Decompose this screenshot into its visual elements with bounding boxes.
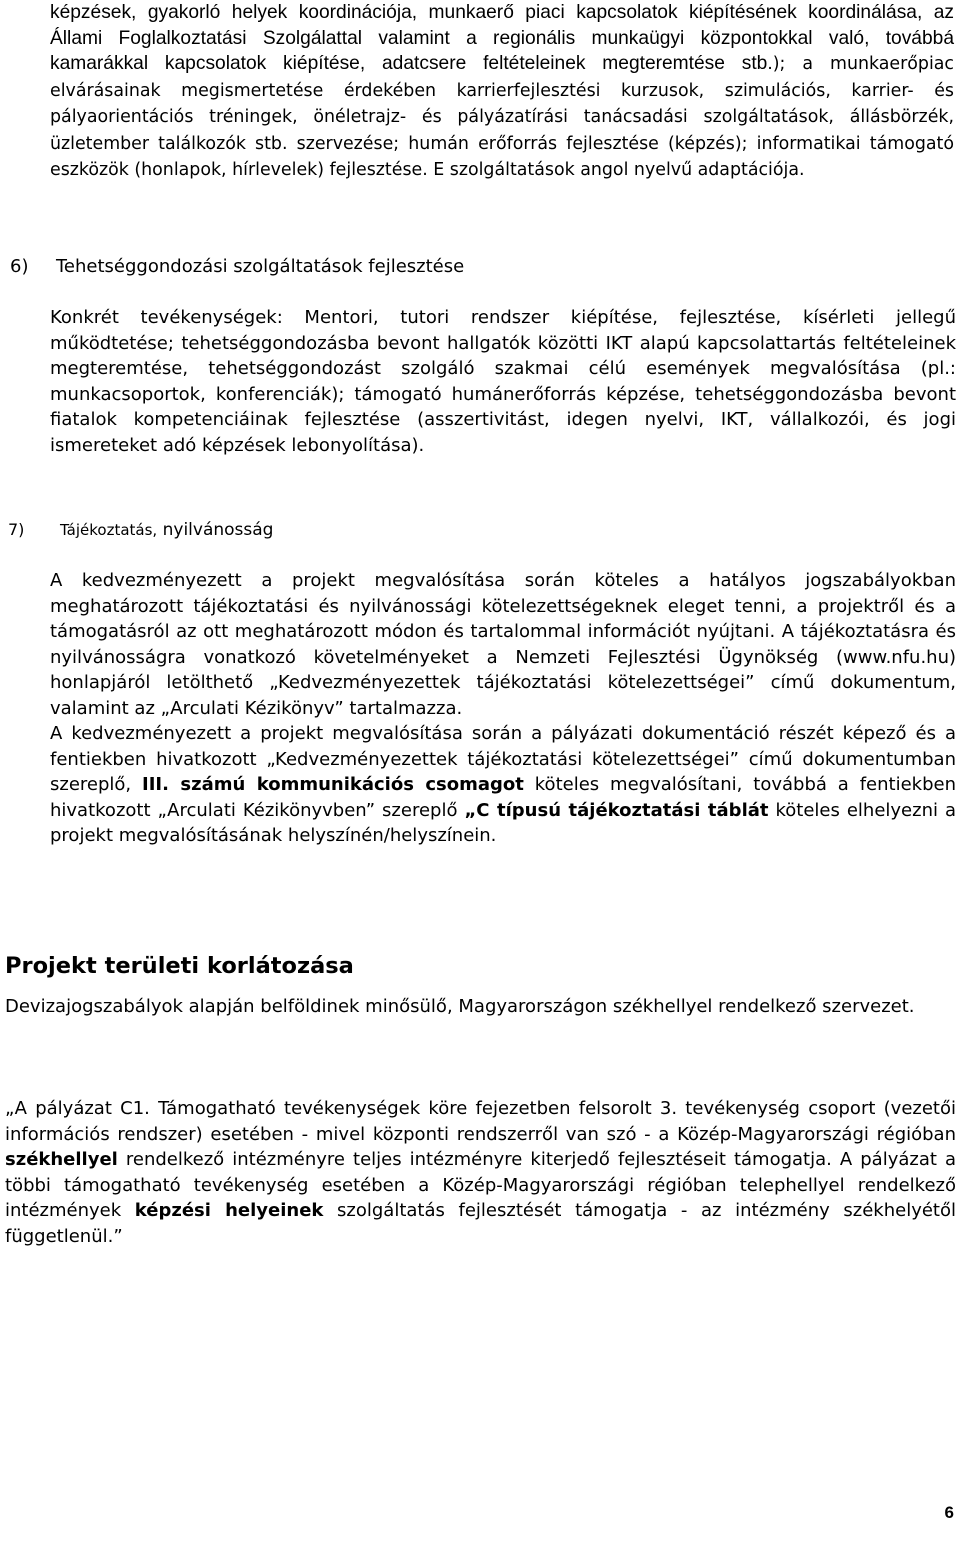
paragraph-career-services-part-a: képzések, gyakorló helyek koordinációja, munkaerő piaci kapcsolatok kiépítésének koordinálása, az Állami Foglalkoztatási Szolgálattal valamint a regionális munkaügyi központokkal való, továbbá kamarákkal kapcsolatok kiépítése, adatcsere feltételeinek megteremtése stb. — [50, 2, 954, 74]
section-6-heading — [10, 256, 464, 277]
section-7-p2-text-c: köteles elhelyezni a projekt megvalósításának helyszínén/helyszínein. — [50, 799, 957, 846]
section-7-heading — [8, 520, 273, 540]
section-7-p2-text-b: köteles megvalósítani, továbbá a fentiekben hivatkozott „Arculati Kézikönyvben” szereplő — [50, 774, 956, 821]
quote-bold-seat: székhellyel — [5, 1149, 118, 1170]
quote-text-c: szolgáltatás fejlesztését támogatja - az intézmény székhelyétől függetlenül.” — [5, 1200, 956, 1247]
section-6-number: 6) — [10, 256, 29, 277]
territorial-restriction-quote — [5, 1096, 956, 1249]
territorial-restriction-body: Devizajogszabályok alapján belföldinek minősülő, Magyarországon székhellyel rendelkező szervezet. — [5, 996, 915, 1017]
section-7-paragraph-1: A kedvezményezett a projekt megvalósítása során köteles a hatályos jogszabályokban meghatározott tájékoztatási és nyilvánossági kötelezettségeknek eleget tenni, a projektről és a támogatásról az ott meghatározott módon és tartalommal információt nyújtani. A tájékoztatásra és nyilvánosságra vonatkozó követelményeket a Nemzeti Fejlesztési Ügynökség (www.nfu.hu) honlapjáról letölthető „Kedvezményezettek tájékoztatási kötelezettségei” című dokumentum, valamint az „Arculati Kézikönyv” tartalmazza. — [50, 570, 956, 719]
section-6-body: Konkrét tevékenységek: Mentori, tutori rendszer kiépítése, fejlesztése, kísérleti jellegű működtetése; tehetséggondozásba bevont hallgatók közötti IKT alapú kapcsolattartás feltételeinek megteremtése, tehetséggondozást szolgáló szakmai célú események megvalósítása (pl.: munkacsoportok, konferenciák); támogató humánerőforrás képzése, tehetséggondozásba bevont fiatalok kompetenciáinak fejlesztése (asszertivitást, idegen nyelvi, IKT, vállalkozói, és jogi ismereteket adó képzések lebonyolítása). — [50, 307, 956, 456]
paragraph-career-services — [50, 0, 954, 184]
section-7-p2-bold-sign: „C típusú tájékoztatási táblát — [464, 799, 769, 821]
quote-text-a: „A pályázat C1. Támogatható tevékenységek köre fejezetben felsorolt 3. tevékenység csoport (vezetői információs rendszer) esetében - mivel központi rendszerről van szó - a Közép-Magyarországi régióban — [5, 1098, 956, 1145]
section-7-p2-bold-package: III. számú kommunikációs csomagot — [142, 774, 524, 795]
territorial-restriction-heading: Projekt területi korlátozása — [5, 953, 354, 979]
section-6-title: Tehetséggondozási szolgáltatások fejlesztése — [56, 256, 465, 277]
quote-bold-training-sites: képzési helyeinek — [134, 1200, 324, 1221]
paragraph-career-services-part-b: ); a munkaerőpiac elvárásainak megismertetése érdekében karrierfejlesztési kurzusok, szimulációs, karrier- és pályaorientációs tréningek, önéletrajz- és pályázatírási tanácsadási szolgáltatások, állásbörzék, üzletember találkozók stb. szervezése; humán erőforrás fejlesztése (képzés); informatikai támogató eszközök (honlapok, hírlevelek) fejlesztése. E szolgáltatások angol nyelvű adaptációja. — [50, 54, 954, 180]
page-number: 6 — [944, 1503, 954, 1522]
section-7-number: 7) — [8, 520, 25, 539]
section-7-paragraph-2 — [50, 721, 956, 849]
section-7-body — [50, 568, 956, 849]
section-7-p2-text-a: A kedvezményezett a projekt megvalósítása során a pályázati dokumentáció részét képező és a fentiekben hivatkozott „Kedvezményezettek tájékoztatási kötelezettségei” című dokumentumban szereplő, — [50, 723, 956, 795]
quote-text-b: rendelkező intézményre teljes intézményre kiterjedő fejlesztéseit támogatja. A pályázat a többi támogatható tevékenység esetében a Közép-Magyarországi régióban telephellyel rendelkező intézmények — [5, 1149, 956, 1221]
section-7-title-part-2: nyilvánosság — [157, 520, 274, 540]
section-7-title-part-1: Tájékoztatás, — [60, 521, 158, 539]
